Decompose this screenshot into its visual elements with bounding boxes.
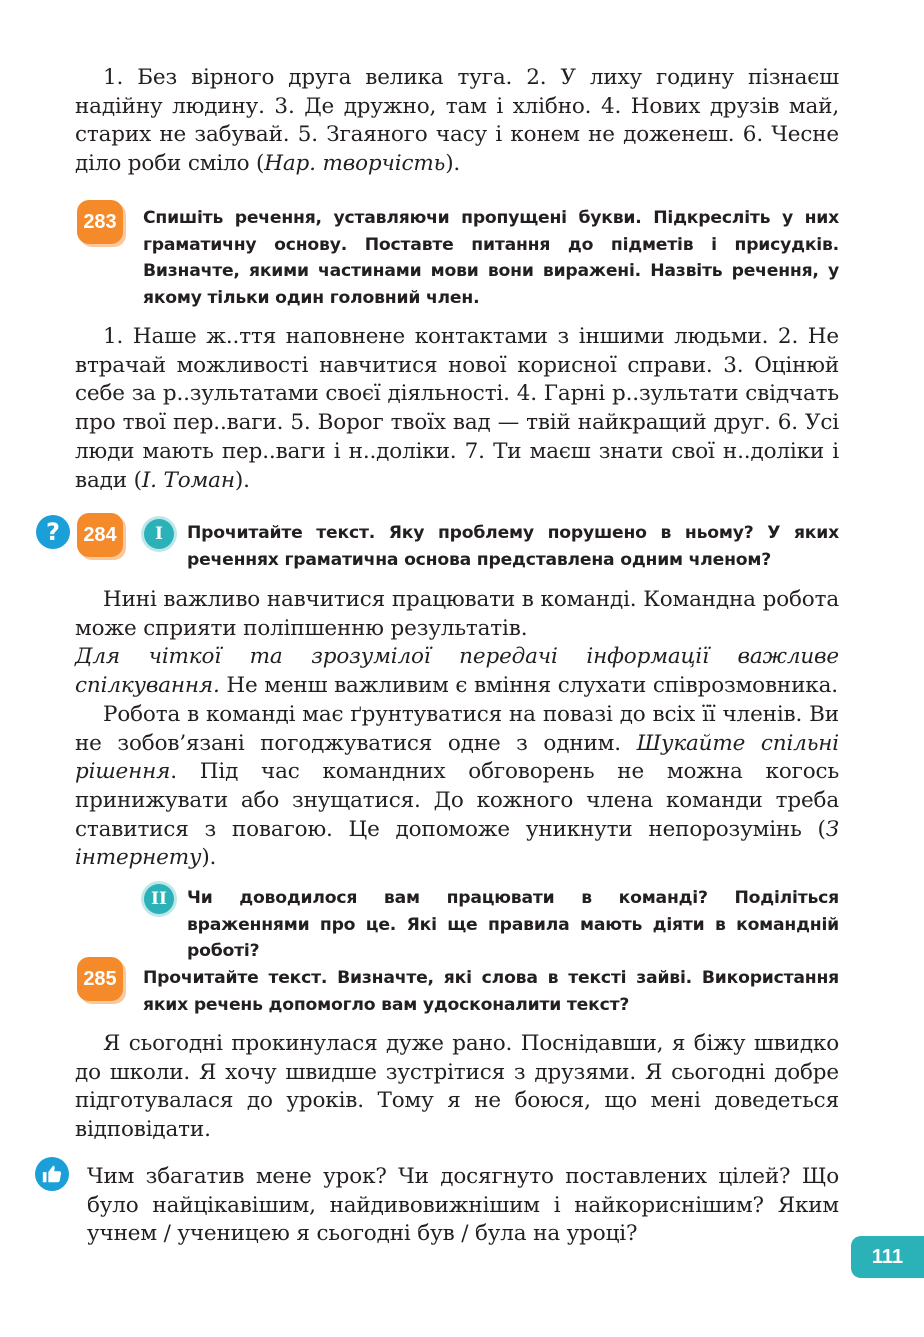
exercise-283-task: Спишіть речення, уставляючи пропущені букви. Підкресліть у них граматичну основу. Поставте питання до підметів і присудків. Визначте, якими частинами мови вони виражені. Назвіть речення, у якому тільки один головний член. [143,208,839,308]
proverbs-text [75,64,839,179]
paragraph [75,701,839,873]
question-icon: ? [36,515,70,549]
exercise-283-text [75,323,839,495]
exercise-285-text [75,1030,839,1145]
italic-phrase: Шукайте спільні рішення [75,730,839,785]
thumbs-up-icon [35,1157,69,1191]
thumbs-up-glyph [41,1163,63,1185]
exercise-number-badge: 285 [77,957,123,1001]
part-two-marker: II [144,884,174,914]
paragraph-part: Робота в команді має ґрунтуватися на повазі до всіх її членів. Ви не зобов’язані погоджуватися одне з одним. [75,701,839,756]
exercise-283-source: І. Томан [141,467,235,493]
italic-phrase: Для чіткої та зрозумілої передачі інформації важливе спілкування. [75,644,839,699]
exercise-284-part2-task: Чи доводилося вам працювати в команді? Поділіться враженнями про це. Які ще правила мають діяти в командній роботі? [187,888,839,961]
proverbs-source: Нар. творчість [264,151,446,177]
part-one-marker: I [144,519,174,549]
exercise-number-badge: 284 [77,513,123,557]
reflection-text [87,1163,839,1249]
exercise-285-task: Прочитайте текст. Визначте, які слова в тексті зайві. Використання яких речень допомогло вам удосконалити текст? [143,968,839,1015]
exercise-283-close: ). [234,467,250,493]
exercise-number-badge: 283 [77,200,123,244]
page-number: 111 [851,1236,924,1278]
proverbs-body: 1. Без вірного друга велика туга. 2. У лиху годину пізнаєш надійну людину. 3. Де дружно, там і хлібно. 4. Нових друзів май, старих не забувай. 5. Згаяного часу і конем не доженеш. 6. Чесне діло роби сміло ( [75,65,839,177]
paragraph-part: . Під час командних обговорень не можна когось принижувати або знущатися. До кожного члена команди треба ставитися з повагою. Це допоможе уникнути непорозумінь ( [75,759,839,842]
exercise-284-part1-task: Прочитайте текст. Яку проблему порушено в ньому? У яких реченнях граматична основа представлена одним членом? [187,523,839,570]
text-source: З інтернету [75,816,839,871]
exercise-283-sentences: 1. Наше ж..ття наповнене контактами з іншими людьми. 2. Не втрачай можливості навчитися нової корисної справи. 3. Оцінюй себе за р..зультатами своєї діяльності. 4. Гарні р..зультати свідчать про твої пер..ваги. 5. Ворог твоїх вад — твій найкращий друг. 6. Усі люди мають пер..ваги і н..доліки. 7. Ти маєш знати свої н..доліки і вади ( [75,324,839,493]
exercise-284-text [75,586,839,873]
reflection-questions: Чим збагатив мене урок? Чи досягнуто поставлених цілей? Що було найцікавішим, найдивовижнішим і найкориснішим? Яким учнем / ученицею я сьогодні був / була на уроці? [87,1164,839,1247]
paragraph-rest: Не менш важливим є вміння слухати співрозмовника. [219,673,838,699]
paragraph-close: ). [201,845,217,871]
paragraph: Я сьогодні прокинулася дуже рано. Поснідавши, я біжу швидко до школи. Я хочу швидше зустрітися з друзями. Я сьогодні добре підготувалася до уроків. Тому я не боюся, що мені доведеться відповідати. [75,1031,839,1143]
proverbs-close: ). [445,151,461,177]
paragraph: Нині важливо навчитися працювати в команді. Командна робота може сприяти поліпшенню результатів. [75,587,839,641]
paragraph [75,643,839,700]
